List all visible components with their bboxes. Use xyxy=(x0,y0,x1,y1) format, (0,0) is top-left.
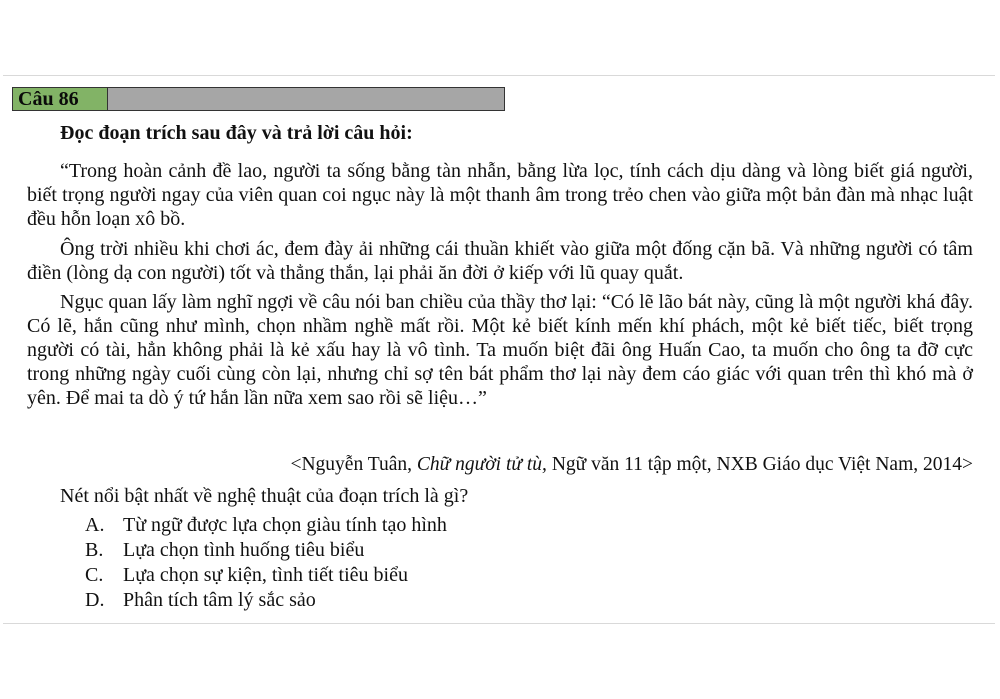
passage-paragraph-3: Ngục quan lấy làm nghĩ ngợi về câu nói ban chiều của thầy thơ lại: “Có lẽ lão bát này, cũng là một người khá đây. Có lẽ, hắn cũng như mình, chọn nhầm nghề mất rồi. Một kẻ biết kính mến khí phách, một kẻ biết tiếc, biết trọng người có tài, hẳn không phải là kẻ xấu hay là vô tình. Ta muốn biệt đãi ông Huấn Cao, ta muốn cho ông ta đỡ cực trong những ngày cuối cùng còn lại, nhưng chỉ sợ tên bát phẩm thơ lại này đem cáo giác với quan trên thì khó mà ở yên. Để mai ta dò ý tứ hắn lần nữa xem sao rồi sẽ liệu…” xyxy=(27,291,973,409)
answer-option-a[interactable] xyxy=(85,513,447,538)
instruction-heading: Đọc đoạn trích sau đây và trả lời câu hỏi: xyxy=(60,122,413,144)
answer-option-c[interactable] xyxy=(85,563,447,588)
citation-work-title: Chữ người tử tù, xyxy=(416,454,547,475)
passage-paragraph-1: “Trong hoàn cảnh đề lao, người ta sống bằng tàn nhẫn, bằng lừa lọc, tính cách dịu dàng và lòng biết giá người, biết trọng người ngay của viên quan coi ngục này là một thanh âm trong trẻo chen vào giữa một bản đàn mà nhạc luật đều hỗn loạn xô bồ. xyxy=(27,160,973,230)
source-citation xyxy=(290,453,973,477)
answer-option-b[interactable] xyxy=(85,538,447,563)
option-letter: B. xyxy=(85,539,104,561)
option-letter: D. xyxy=(85,589,105,611)
option-letter: A. xyxy=(85,514,105,536)
question-number-label: Câu 86 xyxy=(13,88,108,110)
option-letter: C. xyxy=(85,564,104,586)
passage-paragraph-2: Ông trời nhiều khi chơi ác, đem đày ải những cái thuần khiết vào giữa một đống cặn bã. Và những người có tâm điền (lòng dạ con người) tốt và thẳng thắn, lại phải ăn đời ở kiếp với lũ quay quắt. xyxy=(27,238,973,284)
question-prompt: Nét nổi bật nhất về nghệ thuật của đoạn trích là gì? xyxy=(60,485,469,507)
citation-prefix: <Nguyễn Tuân, xyxy=(290,454,417,475)
answer-option-d[interactable] xyxy=(85,588,447,613)
option-text: Phân tích tâm lý sắc sảo xyxy=(123,589,316,611)
option-text: Từ ngữ được lựa chọn giàu tính tạo hình xyxy=(123,514,447,536)
question-header-bar xyxy=(12,87,505,111)
answer-options xyxy=(85,513,447,613)
option-text: Lựa chọn tình huống tiêu biểu xyxy=(123,539,365,561)
citation-suffix: Ngữ văn 11 tập một, NXB Giáo dục Việt Nam, 2014> xyxy=(546,454,973,475)
option-text: Lựa chọn sự kiện, tình tiết tiêu biểu xyxy=(123,564,408,586)
